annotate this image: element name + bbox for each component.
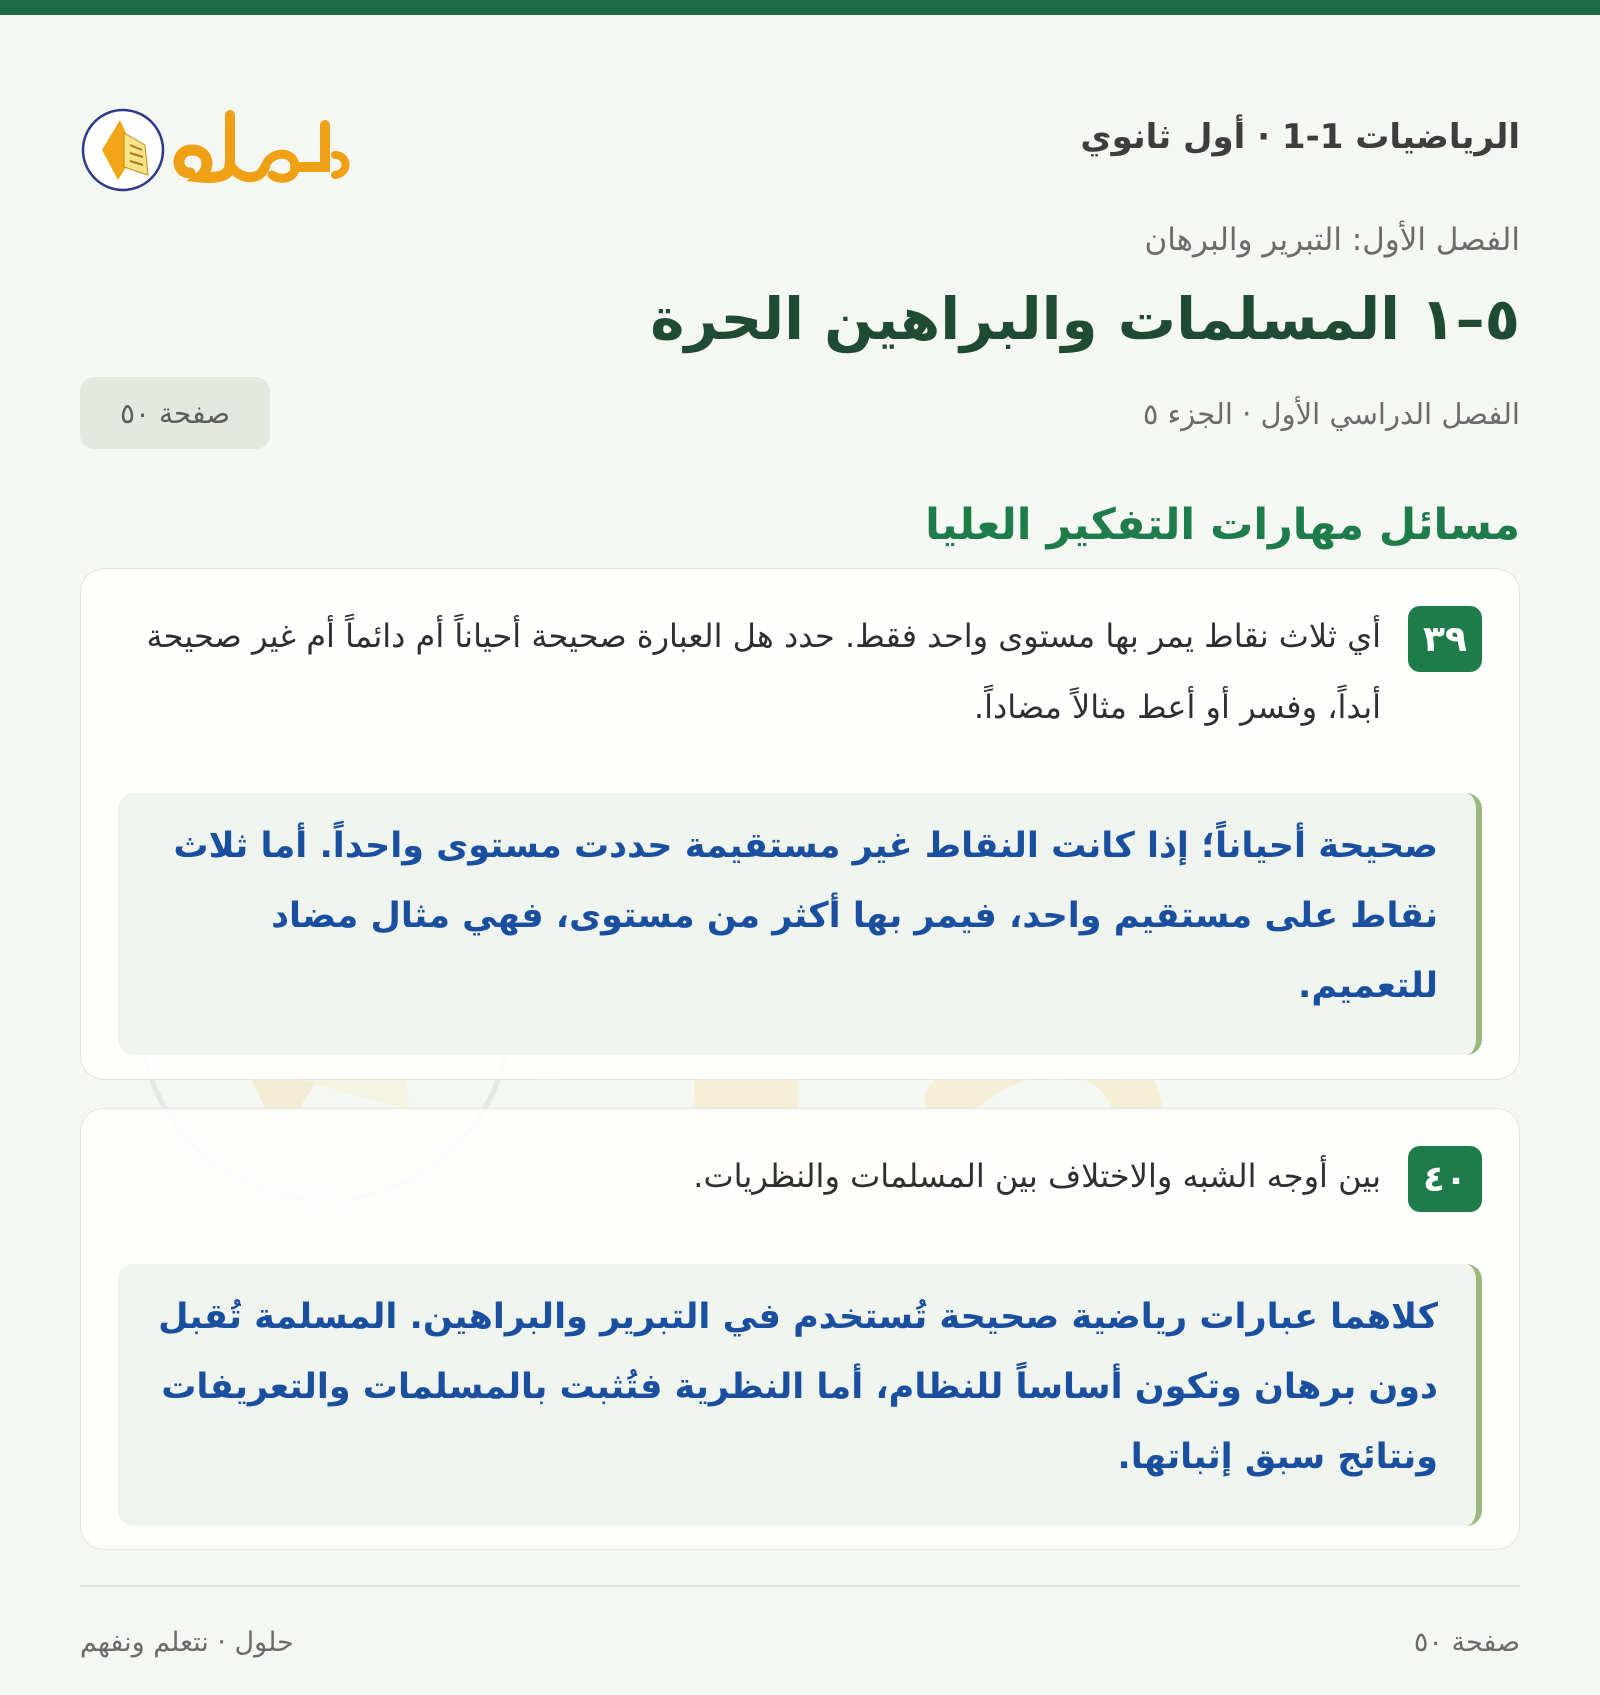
- hulul-logo[interactable]: [80, 95, 360, 195]
- page-chip: صفحة ٥٠: [80, 377, 270, 449]
- answer-box: [118, 1264, 1482, 1526]
- question-text: أي ثلاث نقاط يمر بها مستوى واحد فقط. حدد هل العبارة صحيحة أحياناً أم دائماً أم غير صحيحة أبداً، وفسر أو أعط مثالاً مضاداً.: [146, 617, 1381, 726]
- answer-text: صحيحة أحياناً؛ إذا كانت النقاط غير مستقيمة حددت مستوى واحداً. أما ثلاث نقاط على مستقيم واحد، فيمر بها أكثر من مستوى، فهي مثال مضاد للتعميم.: [173, 826, 1438, 1006]
- footer: [80, 1585, 1520, 1658]
- header: [80, 65, 1520, 175]
- term-label: الفصل الدراسي الأول · الجزء ٥: [1142, 397, 1520, 431]
- question-card: [80, 568, 1520, 1080]
- question-text: بين أوجه الشبه والاختلاف بين المسلمات والنظريات.: [693, 1157, 1381, 1195]
- lesson-title: ٥–١ المسلمات والبراهين الحرة: [650, 285, 1520, 353]
- question-card: [80, 1108, 1520, 1550]
- footer-brand: حلول · نتعلم ونفهم: [80, 1627, 294, 1658]
- subject-title: الرياضيات 1-1 · أول ثانوي: [1080, 117, 1520, 157]
- chapter-label: الفصل الأول: التبرير والبرهان: [1144, 222, 1520, 258]
- answer-text: كلاهما عبارات رياضية صحيحة تُستخدم في التبرير والبراهين. المسلمة تُقبل دون برهان وتكون أساساً للنظام، أما النظرية فتُثبت بالمسلمات والتعريفات ونتائج سبق إثباتها.: [158, 1297, 1438, 1477]
- question-number-badge: ٣٩: [1408, 606, 1482, 672]
- section-title: مسائل مهارات التفكير العليا: [925, 500, 1520, 550]
- question-number-badge: ٤٠: [1408, 1146, 1482, 1212]
- footer-page-number: صفحة ٥٠: [1413, 1627, 1520, 1658]
- answer-box: [118, 793, 1482, 1055]
- top-accent-bar: [0, 0, 1600, 15]
